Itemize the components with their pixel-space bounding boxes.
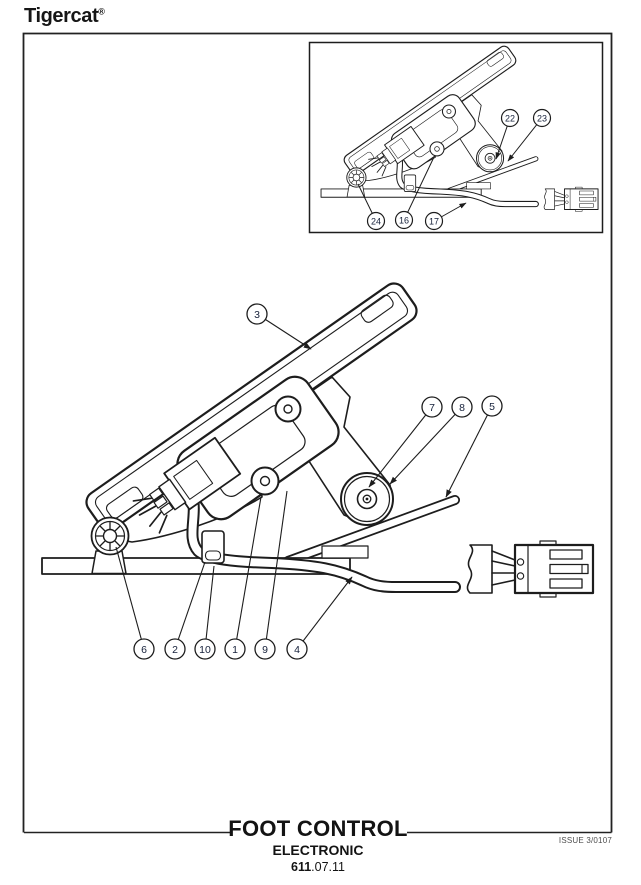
- callout-10: [195, 566, 215, 659]
- svg-text:24: 24: [370, 216, 382, 227]
- main-pedal-assembly: [42, 279, 593, 597]
- svg-text:3: 3: [254, 308, 260, 321]
- svg-text:7: 7: [429, 401, 435, 414]
- section-number: [118, 861, 518, 874]
- svg-text:17: 17: [428, 216, 440, 227]
- callout-1: [225, 497, 261, 659]
- issue-label: ISSUE 3/0107: [558, 836, 612, 845]
- brand-name: Tigercat: [24, 5, 99, 27]
- registered-trademark-symbol: ®: [98, 6, 105, 17]
- svg-text:2: 2: [172, 643, 178, 656]
- callout-3: [247, 304, 311, 349]
- svg-text:23: 23: [536, 113, 548, 124]
- section-number-rest: .07.11: [311, 860, 345, 874]
- callout-9: [255, 491, 287, 659]
- svg-text:16: 16: [398, 215, 410, 226]
- svg-text:5: 5: [489, 400, 495, 413]
- svg-text:6: 6: [141, 643, 147, 656]
- svg-text:4: 4: [294, 643, 300, 656]
- svg-text:8: 8: [459, 401, 465, 414]
- svg-text:9: 9: [262, 643, 268, 656]
- page-footer: [118, 818, 518, 874]
- page-title: FOOT CONTROL: [228, 816, 408, 841]
- svg-text:22: 22: [504, 113, 516, 124]
- page-subtitle: ELECTRONIC: [272, 842, 364, 858]
- callout-4: [287, 577, 352, 659]
- callout-7: [369, 397, 442, 487]
- section-number-bold: 611: [291, 860, 312, 874]
- svg-text:1: 1: [232, 643, 238, 656]
- svg-text:10: 10: [199, 643, 211, 656]
